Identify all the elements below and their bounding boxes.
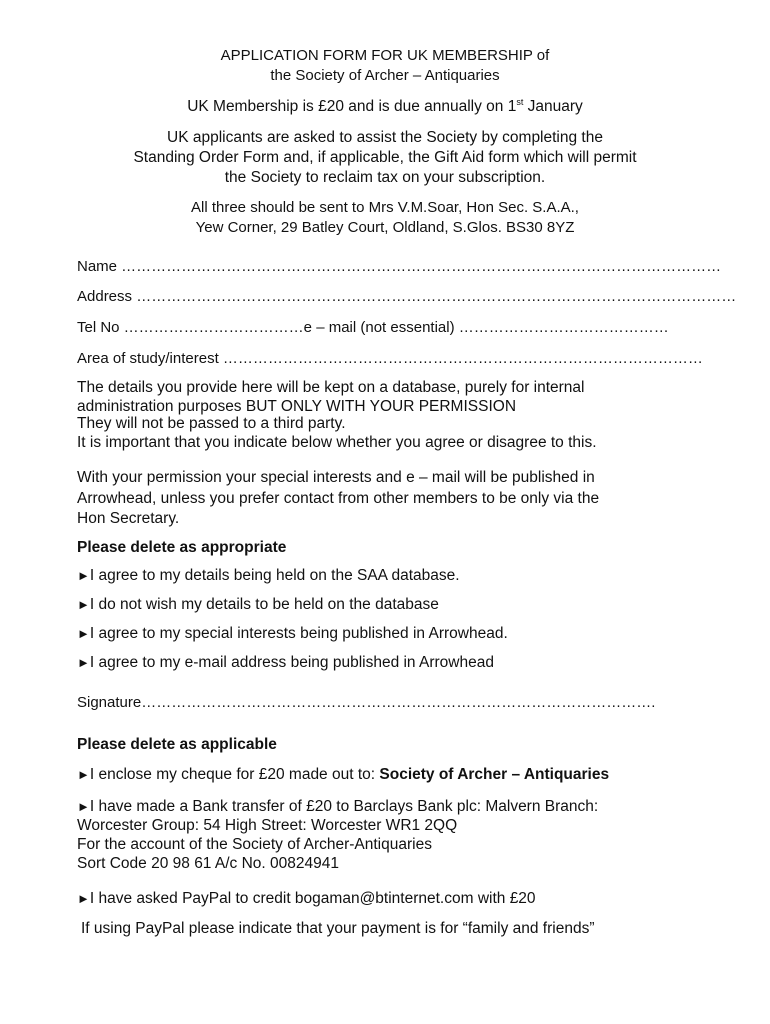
paypal-note: If using PayPal please indicate that your payment is for “family and friends” xyxy=(81,920,595,937)
option-agree-database[interactable] xyxy=(77,567,460,585)
intro-line-1: UK applicants are asked to assist the Society by completing the xyxy=(167,129,603,146)
title-line-2: the Society of Archer – Antiquaries xyxy=(270,67,500,84)
arrow-bullet-icon: ► xyxy=(77,568,90,583)
arrow-bullet-icon: ► xyxy=(77,626,90,641)
bank-line-4: Sort Code 20 98 61 A/c No. 00824941 xyxy=(77,855,339,872)
form-title xyxy=(0,46,770,86)
privacy-paragraph xyxy=(77,378,717,452)
publish-paragraph xyxy=(77,468,717,529)
signature-field[interactable]: Signature…………………………………………………………………………………………. xyxy=(77,694,656,711)
cheque-payee: Society of Archer – Antiquaries xyxy=(379,766,610,783)
privacy-line-1: The details you provide here will be kept on a database, purely for internal xyxy=(77,379,585,396)
bank-line-1-text: I have made a Bank transfer of £20 to Barclays Bank plc: Malvern Branch: xyxy=(89,798,599,815)
membership-fee-pre: UK Membership is £20 and is due annually on 1 xyxy=(187,98,517,116)
intro-line-3: the Society to reclaim tax on your subscription. xyxy=(224,169,546,186)
paypal-text: I have asked PayPal to credit bogaman@btinternet.com with £20 xyxy=(89,890,536,907)
publish-line-3: Hon Secretary. xyxy=(77,510,180,527)
title-line-1: APPLICATION FORM FOR UK MEMBERSHIP of xyxy=(220,47,550,64)
option-decline-database[interactable] xyxy=(77,596,439,614)
area-of-study-field[interactable]: Area of study/interest …………………………………………………………………………………… xyxy=(77,350,703,367)
send-address xyxy=(0,198,770,238)
delete-appropriate-heading: Please delete as appropriate xyxy=(77,539,287,556)
intro-paragraph xyxy=(0,128,770,188)
publish-line-2: Arrowhead, unless you prefer contact from other members to be only via the xyxy=(77,489,600,507)
arrow-bullet-icon: ► xyxy=(77,597,90,612)
tel-email-field[interactable]: Tel No ………………………………e – mail (not essential) …………………………………… xyxy=(77,319,669,336)
delete-applicable-heading: Please delete as applicable xyxy=(77,736,277,753)
option-label: I do not wish my details to be held on the database xyxy=(89,596,439,613)
privacy-line-2: administration purposes BUT ONLY WITH YOUR PERMISSION xyxy=(77,397,517,415)
option-publish-interests[interactable] xyxy=(77,625,508,643)
bank-line-1 xyxy=(77,797,717,816)
send-line-2: Yew Corner, 29 Batley Court, Oldland, S.Glos. BS30 8YZ xyxy=(195,219,575,236)
bank-line-3: For the account of the Society of Archer-Antiquaries xyxy=(77,836,432,853)
option-label: I agree to my special interests being published in Arrowhead. xyxy=(89,625,508,642)
membership-fee-text xyxy=(0,97,770,116)
option-label: I agree to my e-mail address being published in Arrowhead xyxy=(89,654,494,671)
membership-fee-post: January xyxy=(523,98,583,116)
arrow-bullet-icon: ► xyxy=(77,891,90,906)
bank-line-2: Worcester Group: 54 High Street: Worcester WR1 2QQ xyxy=(77,817,458,834)
name-field[interactable]: Name ………………………………………………………………………………………………………… xyxy=(77,258,722,275)
payment-paypal-option[interactable] xyxy=(77,890,536,908)
intro-line-2: Standing Order Form and, if applicable, the Gift Aid form which will permit xyxy=(133,149,637,166)
cheque-text: I enclose my cheque for £20 made out to: xyxy=(89,766,380,783)
payment-cheque-option[interactable] xyxy=(77,766,609,784)
publish-line-1: With your permission your special interests and e – mail will be published in xyxy=(77,469,595,486)
send-line-1: All three should be sent to Mrs V.M.Soar, Hon Sec. S.A.A., xyxy=(191,199,579,216)
membership-fee-sup: st xyxy=(516,97,524,107)
privacy-line-3: They will not be passed to a third party. xyxy=(77,414,346,432)
privacy-line-4: It is important that you indicate below whether you agree or disagree to this. xyxy=(77,433,597,451)
arrow-bullet-icon: ► xyxy=(77,655,90,670)
option-publish-email[interactable] xyxy=(77,654,494,672)
arrow-bullet-icon: ► xyxy=(77,767,90,782)
payment-bank-option[interactable] xyxy=(77,797,717,873)
arrow-bullet-icon: ► xyxy=(77,799,90,814)
option-label: I agree to my details being held on the SAA database. xyxy=(89,567,460,584)
address-field[interactable]: Address ………………………………………………………………………………………………………… xyxy=(77,288,737,305)
